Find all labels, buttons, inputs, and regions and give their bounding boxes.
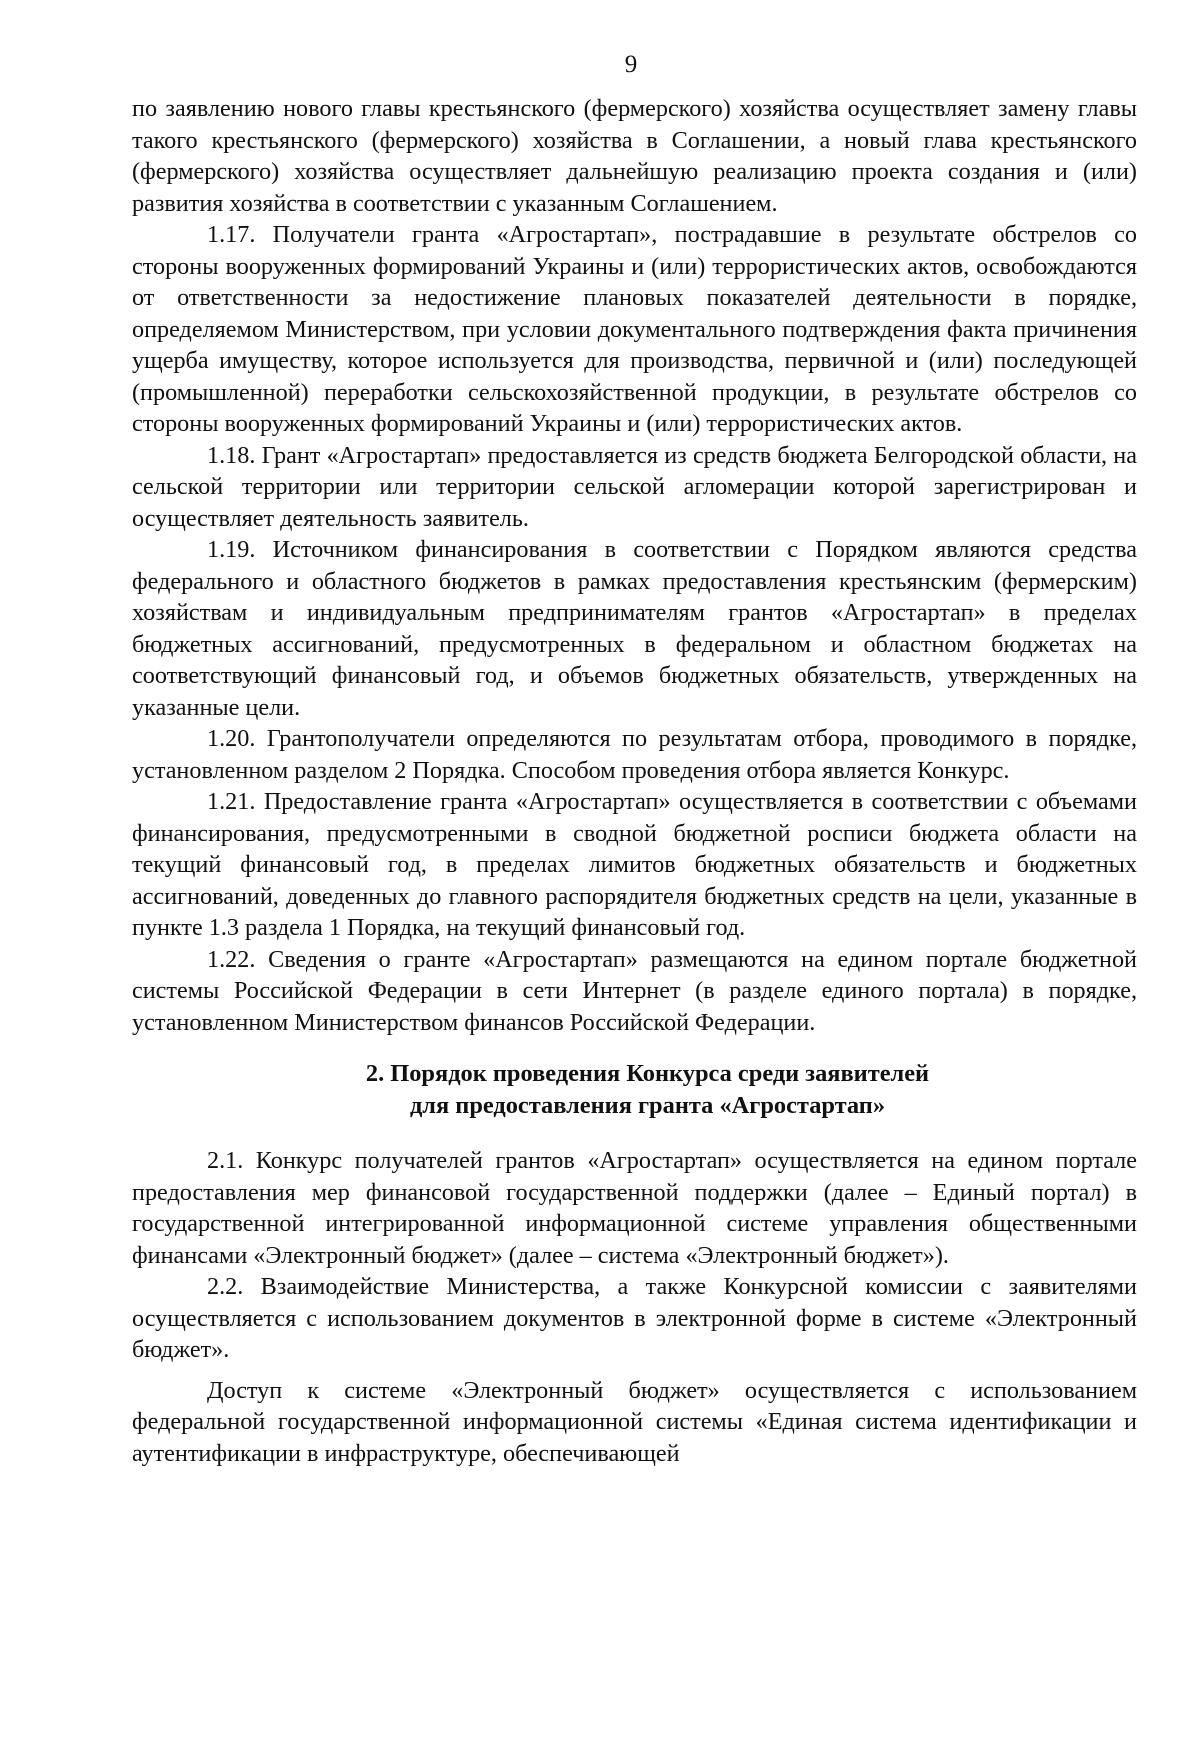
section-2-heading-line-1: 2. Порядок проведения Конкурса среди заявителей [365,1060,930,1087]
paragraph-1-20: 1.20. Грантополучатели определяются по результатам отбора, проводимого в порядке, установленном разделом 2 Порядка. Способом проведения отбора является Конкурс. [132,725,1137,784]
document-body [132,93,1137,1469]
paragraph-1-18: 1.18. Грант «Агростартап» предоставляется из средств бюджета Белгородской области, на сельской территории или территории сельской агломерации которой зарегистрирован и осуществляет деятельность заявитель. [132,441,1137,532]
paragraph-continuation: по заявлению нового главы крестьянского (фермерского) хозяйства осуществляет замену главы такого крестьянского (фермерского) хозяйства в Соглашении, а новый глава крестьянского (фермерского) хозяйства осуществляет дальнейшую реализацию проекта создания и (или) развития хозяйства в соответствии с указанным Соглашением. [132,95,1137,217]
paragraph-1-21: 1.21. Предоставление гранта «Агростартап» осуществляется в соответствии с объемами финансирования, предусмотренными в сводной бюджетной росписи бюджета области на текущий финансовый год, в пределах лимитов бюджетных обязательств и бюджетных ассигнований, доведенных до главного распорядителя бюджетных средств на цели, указанные в пункте 1.3 раздела 1 Порядка, на текущий финансовый год. [132,788,1137,941]
paragraph-2-1: 2.1. Конкурс получателей грантов «Агростартап» осуществляется на едином портале предоставления мер финансовой государственной поддержки (далее – Единый портал) в государственной интегрированной информационной системе управления общественными финансами «Электронный бюджет» (далее – система «Электронный бюджет»). [132,1147,1137,1269]
paragraph-1-22: 1.22. Сведения о гранте «Агростартап» размещаются на едином портале бюджетной системы Российской Федерации в сети Интернет (в разделе единого портала) в порядке, установленном Министерством финансов Российской Федерации. [132,945,1137,1036]
paragraph-access: Доступ к системе «Электронный бюджет» осуществляется с использованием федеральной государственной информационной системы «Единая система идентификации и аутентификации в инфраструктуре, обеспечивающей [132,1376,1137,1467]
section-2-heading [132,1058,1137,1122]
page-number: 9 [624,51,638,78]
paragraph-1-17: 1.17. Получатели гранта «Агростартап», пострадавшие в результате обстрелов со стороны вооруженных формирований Украины и (или) террористических актов, освобождаются от ответственности за недостижение плановых показателей деятельности в порядке, определяемом Министерством, при условии документального подтверждения факта причинения ущерба имуществу, которое используется для производства, первичной и (или) последующей (промышленной) переработки сельскохозяйственной продукции, в результате обстрелов со стороны вооруженных формирований Украины и (или) террористических актов. [132,221,1137,437]
paragraph-1-19: 1.19. Источником финансирования в соответствии с Порядком являются средства федерального и областного бюджетов в рамках предоставления крестьянским (фермерским) хозяйствам и индивидуальным предпринимателям грантов «Агростартап» в пределах бюджетных ассигнований, предусмотренных в федеральном и областном бюджетах на соответствующий финансовый год, и объемов бюджетных обязательств, утвержденных на указанные цели. [132,536,1137,721]
paragraph-2-2: 2.2. Взаимодействие Министерства, а также Конкурсной комиссии с заявителями осуществляется с использованием документов в электронной форме в системе «Электронный бюджет». [132,1273,1137,1363]
paragraph-gap [132,1366,1137,1375]
section-2-heading-line-2: для предоставления гранта «Агростартап» [409,1092,886,1119]
